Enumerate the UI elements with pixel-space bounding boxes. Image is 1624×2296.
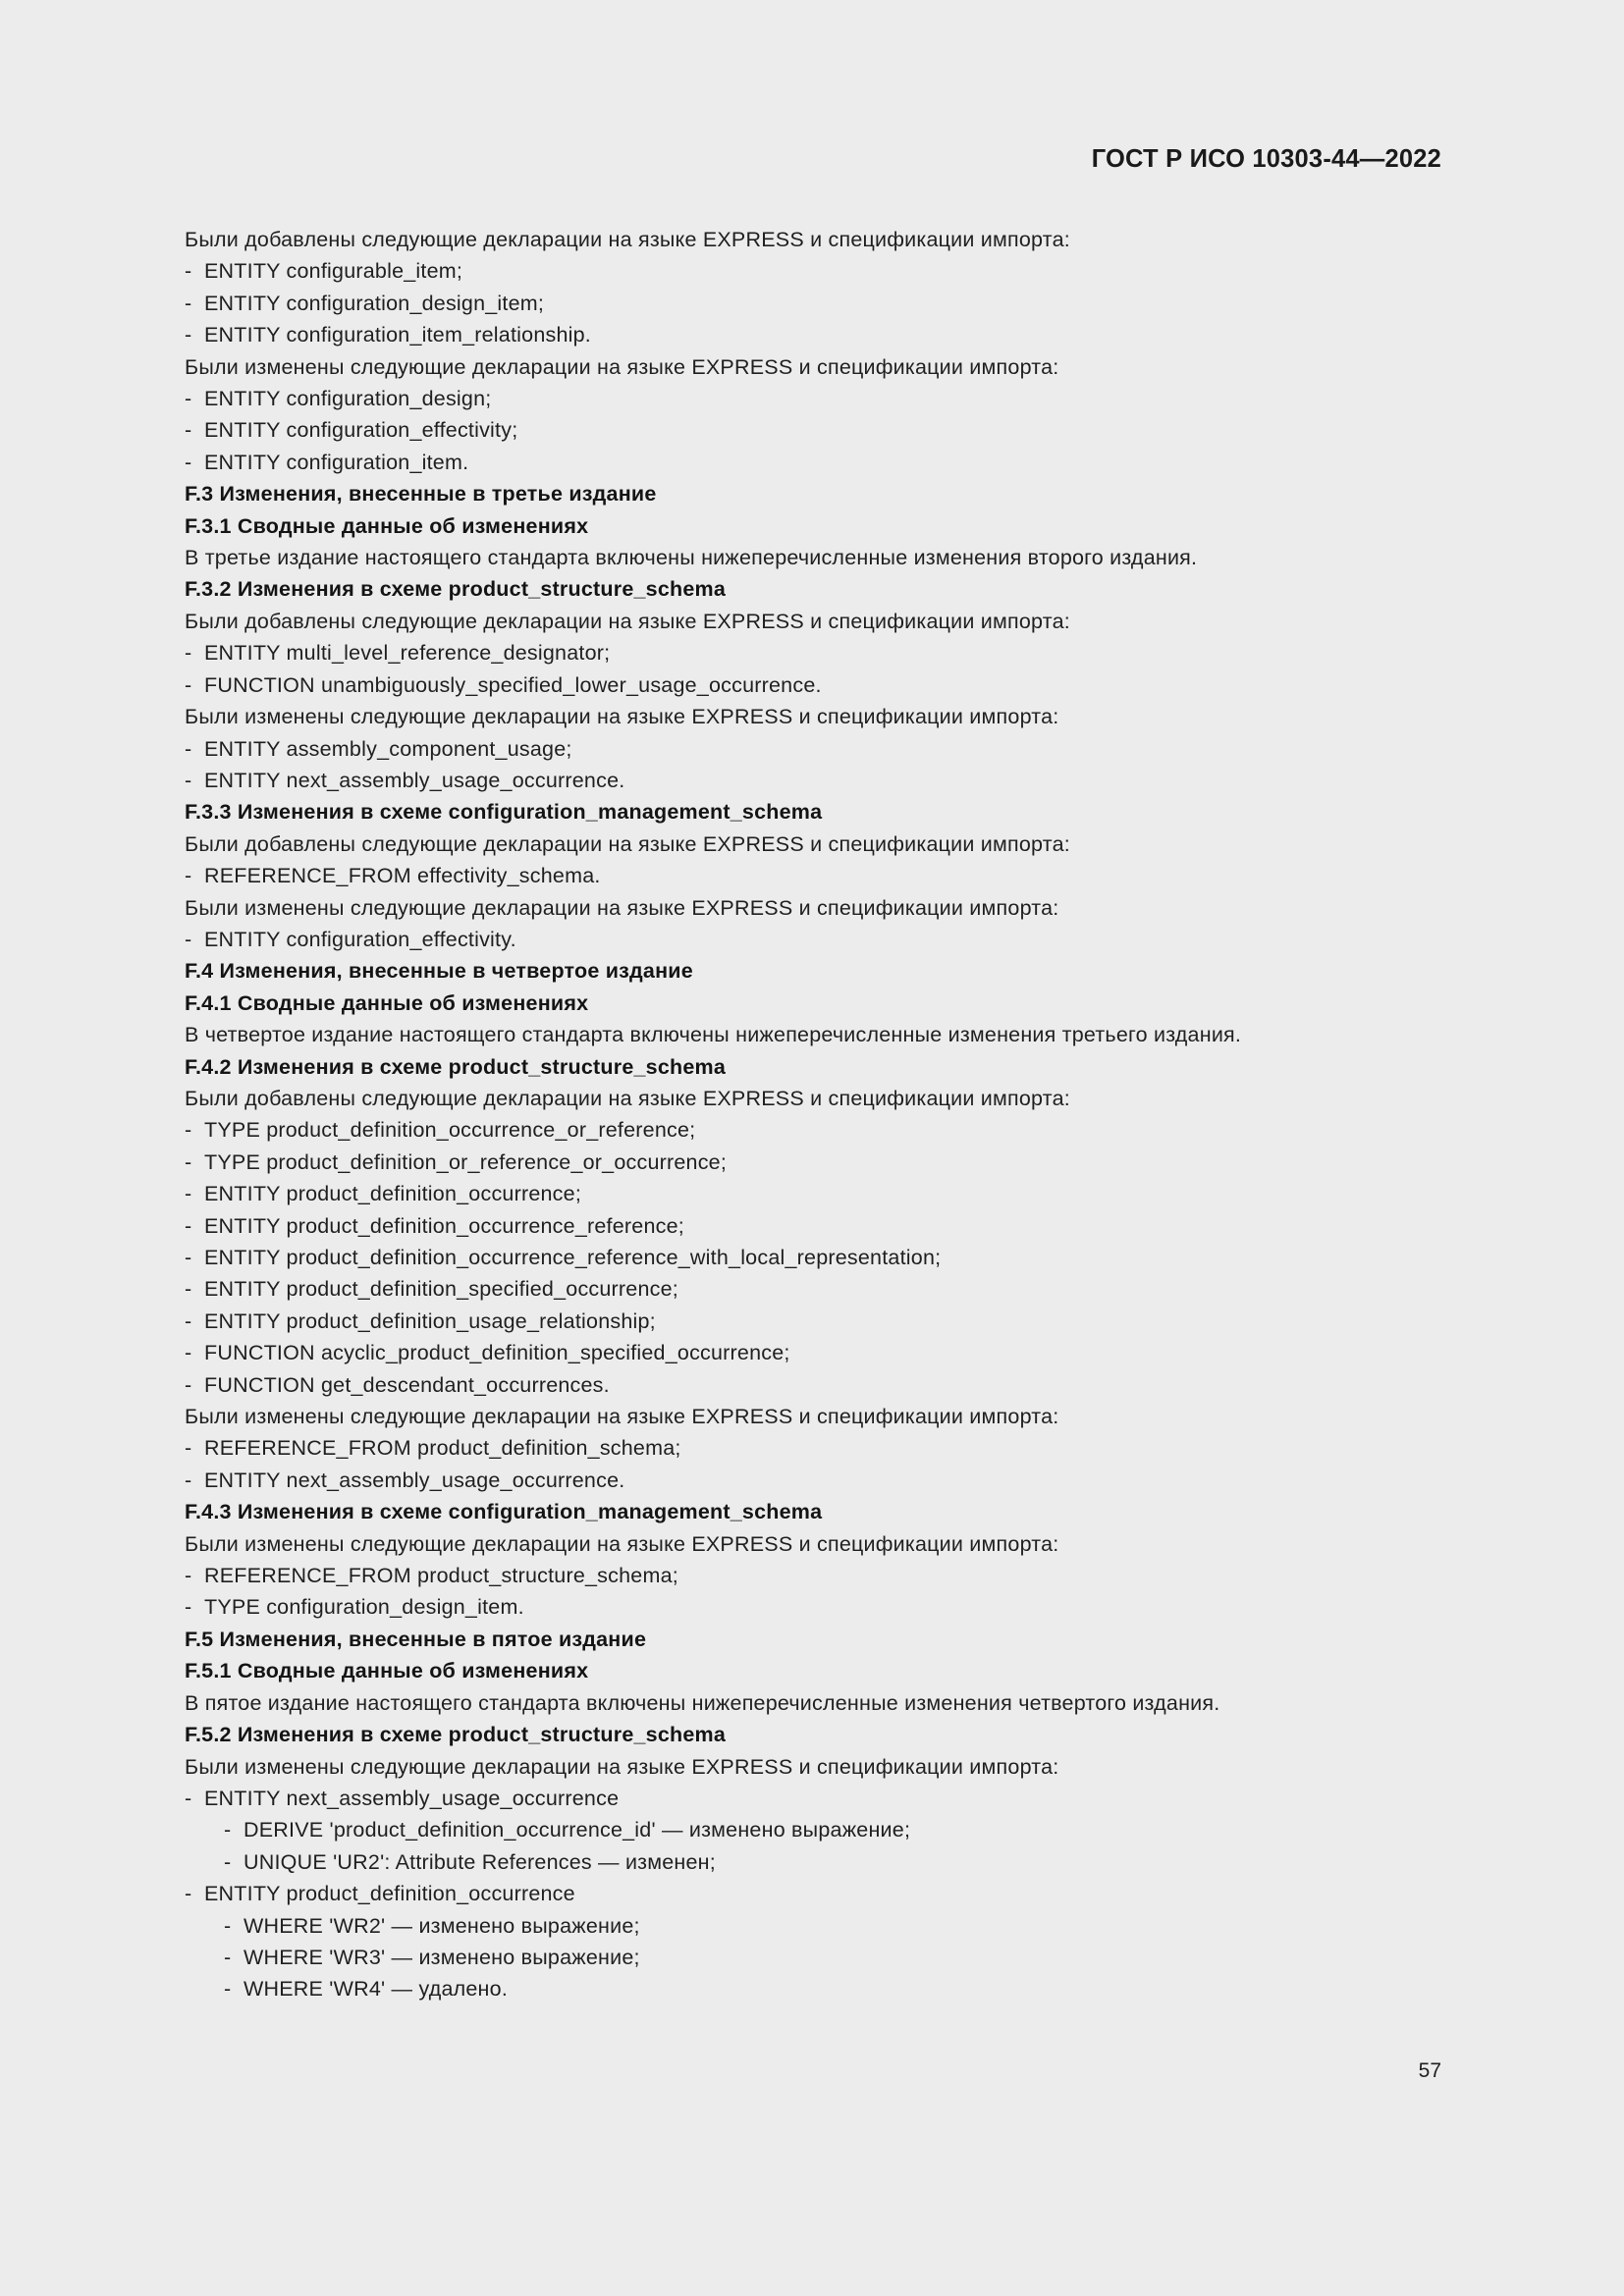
page-number: 57 xyxy=(1418,2059,1441,2082)
list-item-label: REFERENCE_FROM product_structure_schema; xyxy=(204,1564,678,1588)
bullet-dash: - xyxy=(185,323,192,347)
section-f3-1-text: В третье издание настоящего стандарта включены нижеперечисленные изменения второго издания. xyxy=(185,546,1198,570)
sub-list-item xyxy=(185,1942,1451,1973)
bullet-dash: - xyxy=(185,291,192,315)
bullet-dash: - xyxy=(185,1882,192,1906)
section-f4-1-text: В четвертое издание настоящего стандарта включены нижеперечисленные изменения третьего издания. xyxy=(185,1023,1242,1047)
list-item xyxy=(185,1147,1451,1178)
list-item xyxy=(185,414,1451,446)
intro-changed-lead: Были изменены следующие декларации на языке EXPRESS и спецификации импорта: xyxy=(185,354,1059,379)
section-heading-f4-2: F.4.2 Изменения в схеме product_structure_schema xyxy=(185,1054,727,1079)
list-item-label: TYPE configuration_design_item. xyxy=(204,1595,524,1620)
list-item xyxy=(185,637,1451,668)
f4-2-added-lead: Были добавлены следующие декларации на языке EXPRESS и спецификации импорта: xyxy=(185,1086,1070,1110)
list-item xyxy=(185,255,1451,287)
bullet-dash: - xyxy=(224,1913,232,1938)
list-item-label: ENTITY product_definition_specified_occurrence; xyxy=(204,1277,678,1302)
sub-list-item xyxy=(185,1846,1451,1878)
sub-list-item-label: WHERE 'WR2' — изменено выражение; xyxy=(244,1913,640,1938)
list-item xyxy=(185,1210,1451,1242)
list-item-label: ENTITY configuration_effectivity; xyxy=(204,418,518,443)
page-header-standard-title: ГОСТ Р ИСО 10303-44—2022 xyxy=(1091,145,1441,173)
list-item-label: ENTITY configuration_item_relationship. xyxy=(204,323,591,347)
list-item xyxy=(185,1178,1451,1209)
list-item xyxy=(185,669,1451,701)
list-item xyxy=(185,733,1451,765)
section-f5-1-text: В пятое издание настоящего стандарта включены нижеперечисленные изменения четвертого издания. xyxy=(185,1690,1220,1715)
bullet-dash: - xyxy=(185,672,192,697)
bullet-dash: - xyxy=(224,1818,232,1842)
list-item-label: REFERENCE_FROM effectivity_schema. xyxy=(204,864,601,888)
section-heading-f3-3: F.3.3 Изменения в схеме configuration_management_schema xyxy=(185,800,823,825)
list-item-label: ENTITY configurable_item; xyxy=(204,259,463,284)
list-item-label: ENTITY configuration_item. xyxy=(204,450,469,474)
sub-list-item-label: WHERE 'WR3' — изменено выражение; xyxy=(244,1945,640,1969)
bullet-dash: - xyxy=(185,1468,192,1492)
section-heading-f4-1: F.4.1 Сводные данные об изменениях xyxy=(185,990,589,1015)
section-heading-f5: F.5 Изменения, внесенные в пятое издание xyxy=(185,1627,647,1651)
list-item-label: ENTITY multi_level_reference_designator; xyxy=(204,641,611,666)
sub-list-item-label: UNIQUE 'UR2': Attribute References — изменен; xyxy=(244,1849,716,1874)
list-item-label: ENTITY next_assembly_usage_occurrence. xyxy=(204,768,625,792)
section-heading-f3: F.3 Изменения, внесенные в третье издание xyxy=(185,482,657,507)
list-item-label: ENTITY next_assembly_usage_occurrence xyxy=(204,1786,620,1810)
f3-2-added-lead: Были добавлены следующие декларации на языке EXPRESS и спецификации импорта: xyxy=(185,609,1070,633)
bullet-dash: - xyxy=(185,641,192,666)
sub-list-item xyxy=(185,1973,1451,2004)
list-item xyxy=(185,1242,1451,1273)
bullet-dash: - xyxy=(185,1308,192,1333)
document-body xyxy=(185,224,1451,2005)
list-item-label: TYPE product_definition_occurrence_or_reference; xyxy=(204,1118,696,1143)
list-item-label: ENTITY product_definition_occurrence_reference_with_local_representation; xyxy=(204,1246,942,1269)
list-item xyxy=(185,1783,1451,1814)
list-item xyxy=(185,1878,1451,1909)
section-heading-f3-2: F.3.2 Изменения в схеме product_structure_schema xyxy=(185,577,727,602)
list-item-label: ENTITY assembly_component_usage; xyxy=(204,736,572,761)
bullet-dash: - xyxy=(224,1945,232,1969)
list-item-label: ENTITY configuration_effectivity. xyxy=(204,927,516,951)
section-heading-f5-1: F.5.1 Сводные данные об изменениях xyxy=(185,1659,589,1683)
bullet-dash: - xyxy=(185,259,192,284)
bullet-dash: - xyxy=(185,418,192,443)
list-item xyxy=(185,765,1451,796)
list-item xyxy=(185,288,1451,319)
list-item xyxy=(185,1591,1451,1623)
list-item xyxy=(185,1337,1451,1368)
bullet-dash: - xyxy=(185,1118,192,1143)
list-item-label: TYPE product_definition_or_reference_or_occurrence; xyxy=(204,1149,728,1174)
sub-list-item xyxy=(185,1814,1451,1845)
bullet-dash: - xyxy=(224,1977,232,2002)
list-item xyxy=(185,1369,1451,1401)
section-heading-f4-3: F.4.3 Изменения в схеме configuration_management_schema xyxy=(185,1500,823,1524)
bullet-dash: - xyxy=(185,1564,192,1588)
bullet-dash: - xyxy=(185,1182,192,1206)
list-item-label: ENTITY configuration_design_item; xyxy=(204,291,545,315)
bullet-dash: - xyxy=(185,736,192,761)
sub-list-item xyxy=(185,1910,1451,1942)
section-heading-f3-1: F.3.1 Сводные данные об изменениях xyxy=(185,513,589,538)
list-item-label: ENTITY product_definition_usage_relationship; xyxy=(204,1308,656,1333)
list-item xyxy=(185,1114,1451,1146)
bullet-dash: - xyxy=(185,1246,192,1269)
bullet-dash: - xyxy=(185,1213,192,1238)
bullet-dash: - xyxy=(185,1595,192,1620)
list-item xyxy=(185,860,1451,891)
list-item-label: ENTITY product_definition_occurrence_reference; xyxy=(204,1213,684,1238)
list-item xyxy=(185,1273,1451,1305)
list-item-label: ENTITY product_definition_occurrence xyxy=(204,1882,575,1906)
f3-2-changed-lead: Были изменены следующие декларации на языке EXPRESS и спецификации импорта: xyxy=(185,705,1059,729)
list-item-label: ENTITY configuration_design; xyxy=(204,387,492,411)
list-item xyxy=(185,447,1451,478)
bullet-dash: - xyxy=(224,1849,232,1874)
list-item-label: REFERENCE_FROM product_definition_schema; xyxy=(204,1436,681,1461)
bullet-dash: - xyxy=(185,864,192,888)
list-item-label: FUNCTION acyclic_product_definition_specified_occurrence; xyxy=(204,1341,790,1365)
list-item xyxy=(185,1560,1451,1591)
list-item-label: ENTITY product_definition_occurrence; xyxy=(204,1182,582,1206)
f4-3-changed-lead: Были изменены следующие декларации на языке EXPRESS и спецификации импорта: xyxy=(185,1531,1059,1556)
bullet-dash: - xyxy=(185,1277,192,1302)
list-item xyxy=(185,1465,1451,1496)
bullet-dash: - xyxy=(185,1372,192,1397)
intro-added-lead: Были добавлены следующие декларации на языке EXPRESS и спецификации импорта: xyxy=(185,228,1070,251)
list-item-label: ENTITY next_assembly_usage_occurrence. xyxy=(204,1468,625,1492)
bullet-dash: - xyxy=(185,1786,192,1810)
bullet-dash: - xyxy=(185,768,192,792)
bullet-dash: - xyxy=(185,450,192,474)
bullet-dash: - xyxy=(185,1341,192,1365)
list-item xyxy=(185,383,1451,414)
bullet-dash: - xyxy=(185,1149,192,1174)
list-item xyxy=(185,924,1451,955)
bullet-dash: - xyxy=(185,387,192,411)
f3-3-changed-lead: Были изменены следующие декларации на языке EXPRESS и спецификации импорта: xyxy=(185,895,1059,920)
list-item xyxy=(185,1432,1451,1464)
bullet-dash: - xyxy=(185,1436,192,1461)
list-item-label: FUNCTION unambiguously_specified_lower_usage_occurrence. xyxy=(204,672,822,697)
section-heading-f4: F.4 Изменения, внесенные в четвертое издание xyxy=(185,959,693,984)
section-heading-f5-2: F.5.2 Изменения в схеме product_structure_schema xyxy=(185,1723,727,1747)
sub-list-item-label: DERIVE 'product_definition_occurrence_id' — изменено выражение; xyxy=(244,1818,911,1842)
list-item xyxy=(185,319,1451,350)
f4-2-changed-lead: Были изменены следующие декларации на языке EXPRESS и спецификации импорта: xyxy=(185,1405,1059,1429)
f5-2-changed-lead: Были изменены следующие декларации на языке EXPRESS и спецификации импорта: xyxy=(185,1754,1059,1779)
list-item-label: FUNCTION get_descendant_occurrences. xyxy=(204,1372,610,1397)
list-item xyxy=(185,1306,1451,1337)
sub-list-item-label: WHERE 'WR4' — удалено. xyxy=(244,1977,509,2002)
f3-3-added-lead: Были добавлены следующие декларации на языке EXPRESS и спецификации импорта: xyxy=(185,831,1070,856)
bullet-dash: - xyxy=(185,927,192,951)
